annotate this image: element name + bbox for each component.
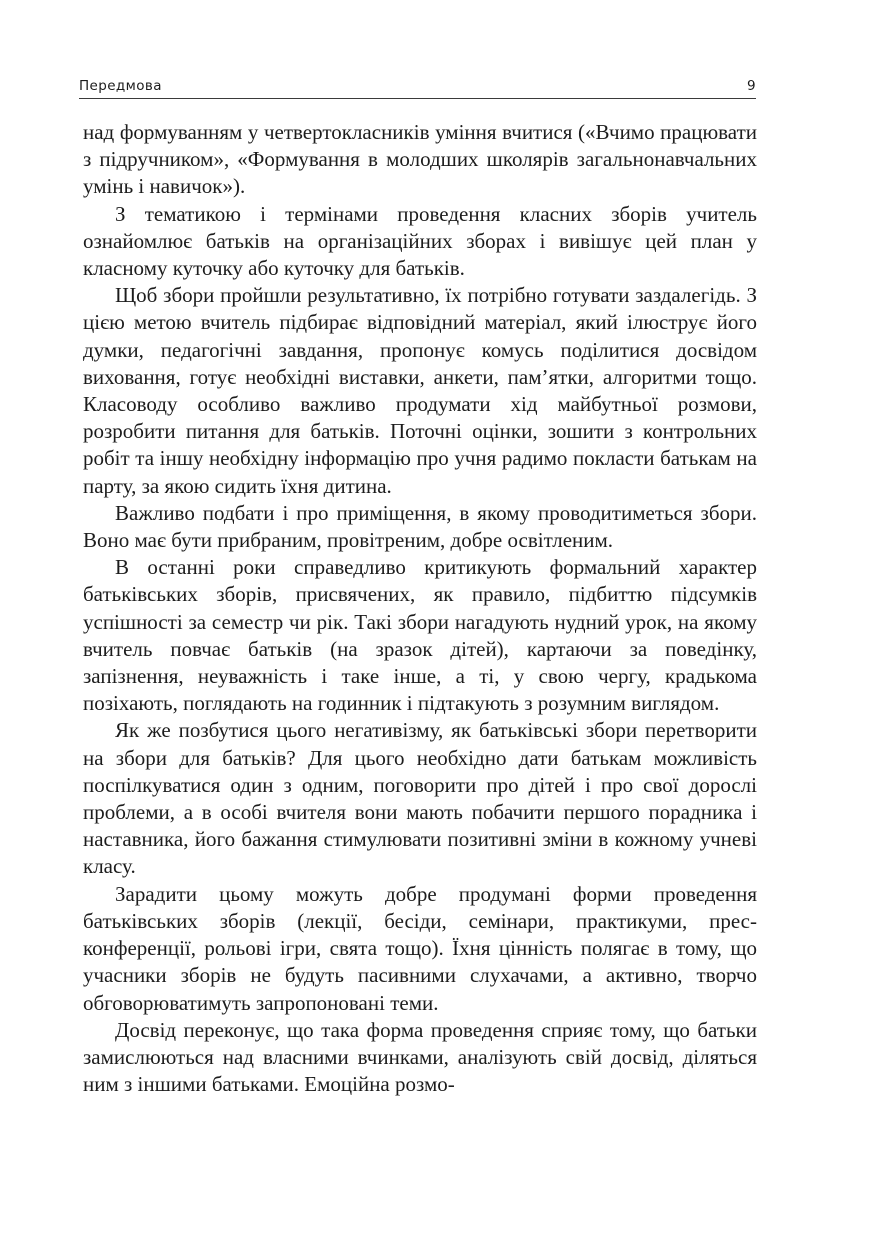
paragraph: Важливо подбати і про приміщення, в якому проводитиметься збори. Воно має бути прибраним, провітреним, добре освітленим. [83, 500, 757, 553]
section-title: Передмова [79, 78, 162, 94]
paragraph: Досвід переконує, що така форма проведення сприяє тому, що батьки замислюються над власними вчинками, аналізують свій досвід, діляться ним з іншими батьками. Емоційна розмо- [83, 1017, 757, 1097]
paragraph: Зарадити цьому можуть добре продумані форми проведення батьківських зборів (лекції, бесіди, семінари, практикуми, прес-конференції, рольові ігри, свята тощо). Їхня цінність полягає в тому, що учасники зборів не будуть пасивними слухачами, а активно, творчо обговорюватимуть запропоновані теми. [83, 881, 757, 1015]
paragraph: З тематикою і термінами проведення класних зборів учитель ознайомлює батьків на організаційних зборах і вивішує цей план у класному куточку або куточку для батьків. [83, 201, 757, 281]
running-header [79, 76, 756, 99]
paragraph: В останні роки справедливо критикують формальний характер батьківських зборів, присвячених, як правило, підбиттю підсумків успішності за семестр чи рік. Такі збори нагадують нудний урок, на якому вчитель повчає батьків (на зразок дітей), картаючи за поведінку, запізнення, неуважність і таке інше, а ті, у свою чергу, крадькома позіхають, поглядають на годинник і підтакують з розумним виглядом. [83, 555, 757, 716]
body-text [83, 119, 757, 1098]
paragraph: Як же позбутися цього негативізму, як батьківські збори перетворити на збори для батьків? Для цього необхідно дати батькам можливість поспілкуватися один з одним, поговорити про дітей і про свої дорослі проблеми, а в особі вчителя вони мають побачити першого порадника і наставника, його бажання стимулювати позитивні зміни в кожному учневі класу. [83, 718, 757, 879]
paragraph-continued: над формуванням у четвертокласників уміння вчитися («Вчимо працювати з підручником», «Формування в молодших школярів загальнонавчальних умінь і навичок»). [83, 120, 757, 199]
page-number: 9 [747, 78, 756, 94]
paragraph: Щоб збори пройшли результативно, їх потрібно готувати заздалегідь. З цією метою вчитель підбирає відповідний матеріал, який ілюструє його думки, педагогічні завдання, пропонує комусь поділитися досвідом виховання, готує необхідні виставки, анкети, пам’ятки, алгоритми тощо. Класоводу особливо важливо продумати хід майбутньої розмови, розробити питання для батьків. Поточні оцінки, зошити з контрольних робіт та іншу необхідну інформацію про учня радимо покласти батькам на парту, за якою сидить їхня дитина. [83, 283, 757, 498]
